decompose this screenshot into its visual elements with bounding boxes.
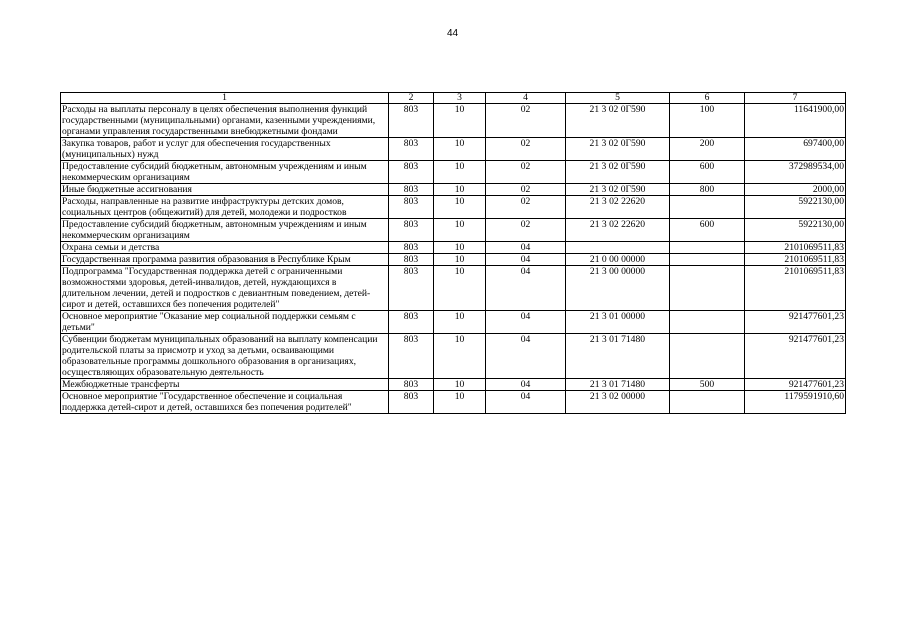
target-article-code: 21 3 02 0Г590 (566, 138, 670, 161)
amount: 372989534,00 (745, 161, 846, 184)
expense-type-code: 500 (670, 379, 745, 391)
target-article-code: 21 3 01 00000 (566, 311, 670, 334)
table-row (61, 161, 846, 184)
row-name: Предоставление субсидий бюджетным, автономным учреждениям и иным некоммерческим организациям (61, 219, 389, 242)
table-row (61, 242, 846, 254)
target-article-code: 21 3 02 22620 (566, 196, 670, 219)
section-code: 10 (434, 219, 486, 242)
subsection-code: 02 (486, 196, 566, 219)
row-name: Подпрограмма "Государственная поддержка детей с ограниченными возможностями здоровья, детей-инвалидов, детей, нуждающихся в длительном лечении, детей и подростков с девиантным поведением, детей-сирот и детей, оставшихся без попечения родителей" (61, 266, 389, 311)
subsection-code: 04 (486, 311, 566, 334)
expense-type-code (670, 242, 745, 254)
expense-type-code (670, 391, 745, 414)
column-header: 4 (486, 93, 566, 104)
subsection-code: 04 (486, 266, 566, 311)
table-header-row (61, 93, 846, 104)
column-header: 3 (434, 93, 486, 104)
section-code: 10 (434, 104, 486, 138)
column-header: 2 (389, 93, 434, 104)
subsection-code: 04 (486, 379, 566, 391)
expense-type-code: 200 (670, 138, 745, 161)
target-article-code (566, 242, 670, 254)
row-name: Государственная программа развития образования в Республике Крым (61, 254, 389, 266)
section-code: 10 (434, 254, 486, 266)
subsection-code: 02 (486, 184, 566, 196)
expense-type-code (670, 311, 745, 334)
expense-type-code (670, 266, 745, 311)
row-name: Расходы, направленные на развитие инфраструктуры детских домов, социальных центров (общежитий) для детей, молодежи и подростков (61, 196, 389, 219)
ministry-code: 803 (389, 379, 434, 391)
section-code: 10 (434, 184, 486, 196)
page-number: 44 (446, 28, 459, 39)
target-article-code: 21 0 00 00000 (566, 254, 670, 266)
amount: 697400,00 (745, 138, 846, 161)
table-row (61, 184, 846, 196)
target-article-code: 21 3 01 71480 (566, 379, 670, 391)
expense-type-code (670, 196, 745, 219)
budget-table (60, 92, 846, 414)
subsection-code: 04 (486, 242, 566, 254)
subsection-code: 02 (486, 161, 566, 184)
section-code: 10 (434, 161, 486, 184)
section-code: 10 (434, 242, 486, 254)
table-row (61, 138, 846, 161)
table-row (61, 196, 846, 219)
row-name: Расходы на выплаты персоналу в целях обеспечения выполнения функций государственными (муниципальными) органами, казенными учреждениями, органами управления государственными внебюджетными фондами (61, 104, 389, 138)
section-code: 10 (434, 391, 486, 414)
table-row (61, 219, 846, 242)
table-row (61, 311, 846, 334)
expense-type-code (670, 334, 745, 379)
row-name: Охрана семьи и детства (61, 242, 389, 254)
target-article-code: 21 3 01 71480 (566, 334, 670, 379)
target-article-code: 21 3 02 0Г590 (566, 104, 670, 138)
section-code: 10 (434, 266, 486, 311)
amount: 2101069511,83 (745, 266, 846, 311)
table-row (61, 391, 846, 414)
expense-type-code: 800 (670, 184, 745, 196)
row-name: Основное мероприятие "Оказание мер социальной поддержки семьям с детьми" (61, 311, 389, 334)
ministry-code: 803 (389, 311, 434, 334)
amount: 11641900,00 (745, 104, 846, 138)
amount: 1179591910,60 (745, 391, 846, 414)
ministry-code: 803 (389, 104, 434, 138)
subsection-code: 02 (486, 104, 566, 138)
subsection-code: 02 (486, 219, 566, 242)
column-header: 1 (61, 93, 389, 104)
column-header: 7 (745, 93, 846, 104)
amount: 921477601,23 (745, 311, 846, 334)
expense-type-code: 600 (670, 161, 745, 184)
table-row (61, 104, 846, 138)
ministry-code: 803 (389, 196, 434, 219)
target-article-code: 21 3 02 0Г590 (566, 184, 670, 196)
section-code: 10 (434, 196, 486, 219)
expense-type-code: 100 (670, 104, 745, 138)
ministry-code: 803 (389, 219, 434, 242)
row-name: Предоставление субсидий бюджетным, автономным учреждениям и иным некоммерческим организациям (61, 161, 389, 184)
amount: 2101069511,83 (745, 242, 846, 254)
row-name: Иные бюджетные ассигнования (61, 184, 389, 196)
subsection-code: 04 (486, 254, 566, 266)
ministry-code: 803 (389, 391, 434, 414)
table-row (61, 379, 846, 391)
expense-type-code (670, 254, 745, 266)
table-row (61, 334, 846, 379)
subsection-code: 04 (486, 391, 566, 414)
subsection-code: 02 (486, 138, 566, 161)
section-code: 10 (434, 379, 486, 391)
amount: 5922130,00 (745, 196, 846, 219)
ministry-code: 803 (389, 334, 434, 379)
amount: 5922130,00 (745, 219, 846, 242)
ministry-code: 803 (389, 184, 434, 196)
ministry-code: 803 (389, 161, 434, 184)
row-name: Закупка товаров, работ и услуг для обеспечения государственных (муниципальных) нужд (61, 138, 389, 161)
row-name: Субвенции бюджетам муниципальных образований на выплату компенсации родительской платы за присмотр и уход за детьми, осваивающими образовательные программы дошкольного образования в организациях, осуществляющих образовательную деятельность (61, 334, 389, 379)
target-article-code: 21 3 00 00000 (566, 266, 670, 311)
ministry-code: 803 (389, 138, 434, 161)
table-row (61, 254, 846, 266)
section-code: 10 (434, 138, 486, 161)
ministry-code: 803 (389, 254, 434, 266)
column-header: 6 (670, 93, 745, 104)
target-article-code: 21 3 02 0Г590 (566, 161, 670, 184)
section-code: 10 (434, 334, 486, 379)
section-code: 10 (434, 311, 486, 334)
target-article-code: 21 3 02 00000 (566, 391, 670, 414)
ministry-code: 803 (389, 266, 434, 311)
amount: 2101069511,83 (745, 254, 846, 266)
ministry-code: 803 (389, 242, 434, 254)
subsection-code: 04 (486, 334, 566, 379)
table-body (61, 104, 846, 414)
amount: 2000,00 (745, 184, 846, 196)
row-name: Основное мероприятие "Государственное обеспечение и социальная поддержка детей-сирот и детей, оставшихся без попечения родителей" (61, 391, 389, 414)
amount: 921477601,23 (745, 379, 846, 391)
row-name: Межбюджетные трансферты (61, 379, 389, 391)
column-header: 5 (566, 93, 670, 104)
amount: 921477601,23 (745, 334, 846, 379)
expense-type-code: 600 (670, 219, 745, 242)
table-row (61, 266, 846, 311)
target-article-code: 21 3 02 22620 (566, 219, 670, 242)
